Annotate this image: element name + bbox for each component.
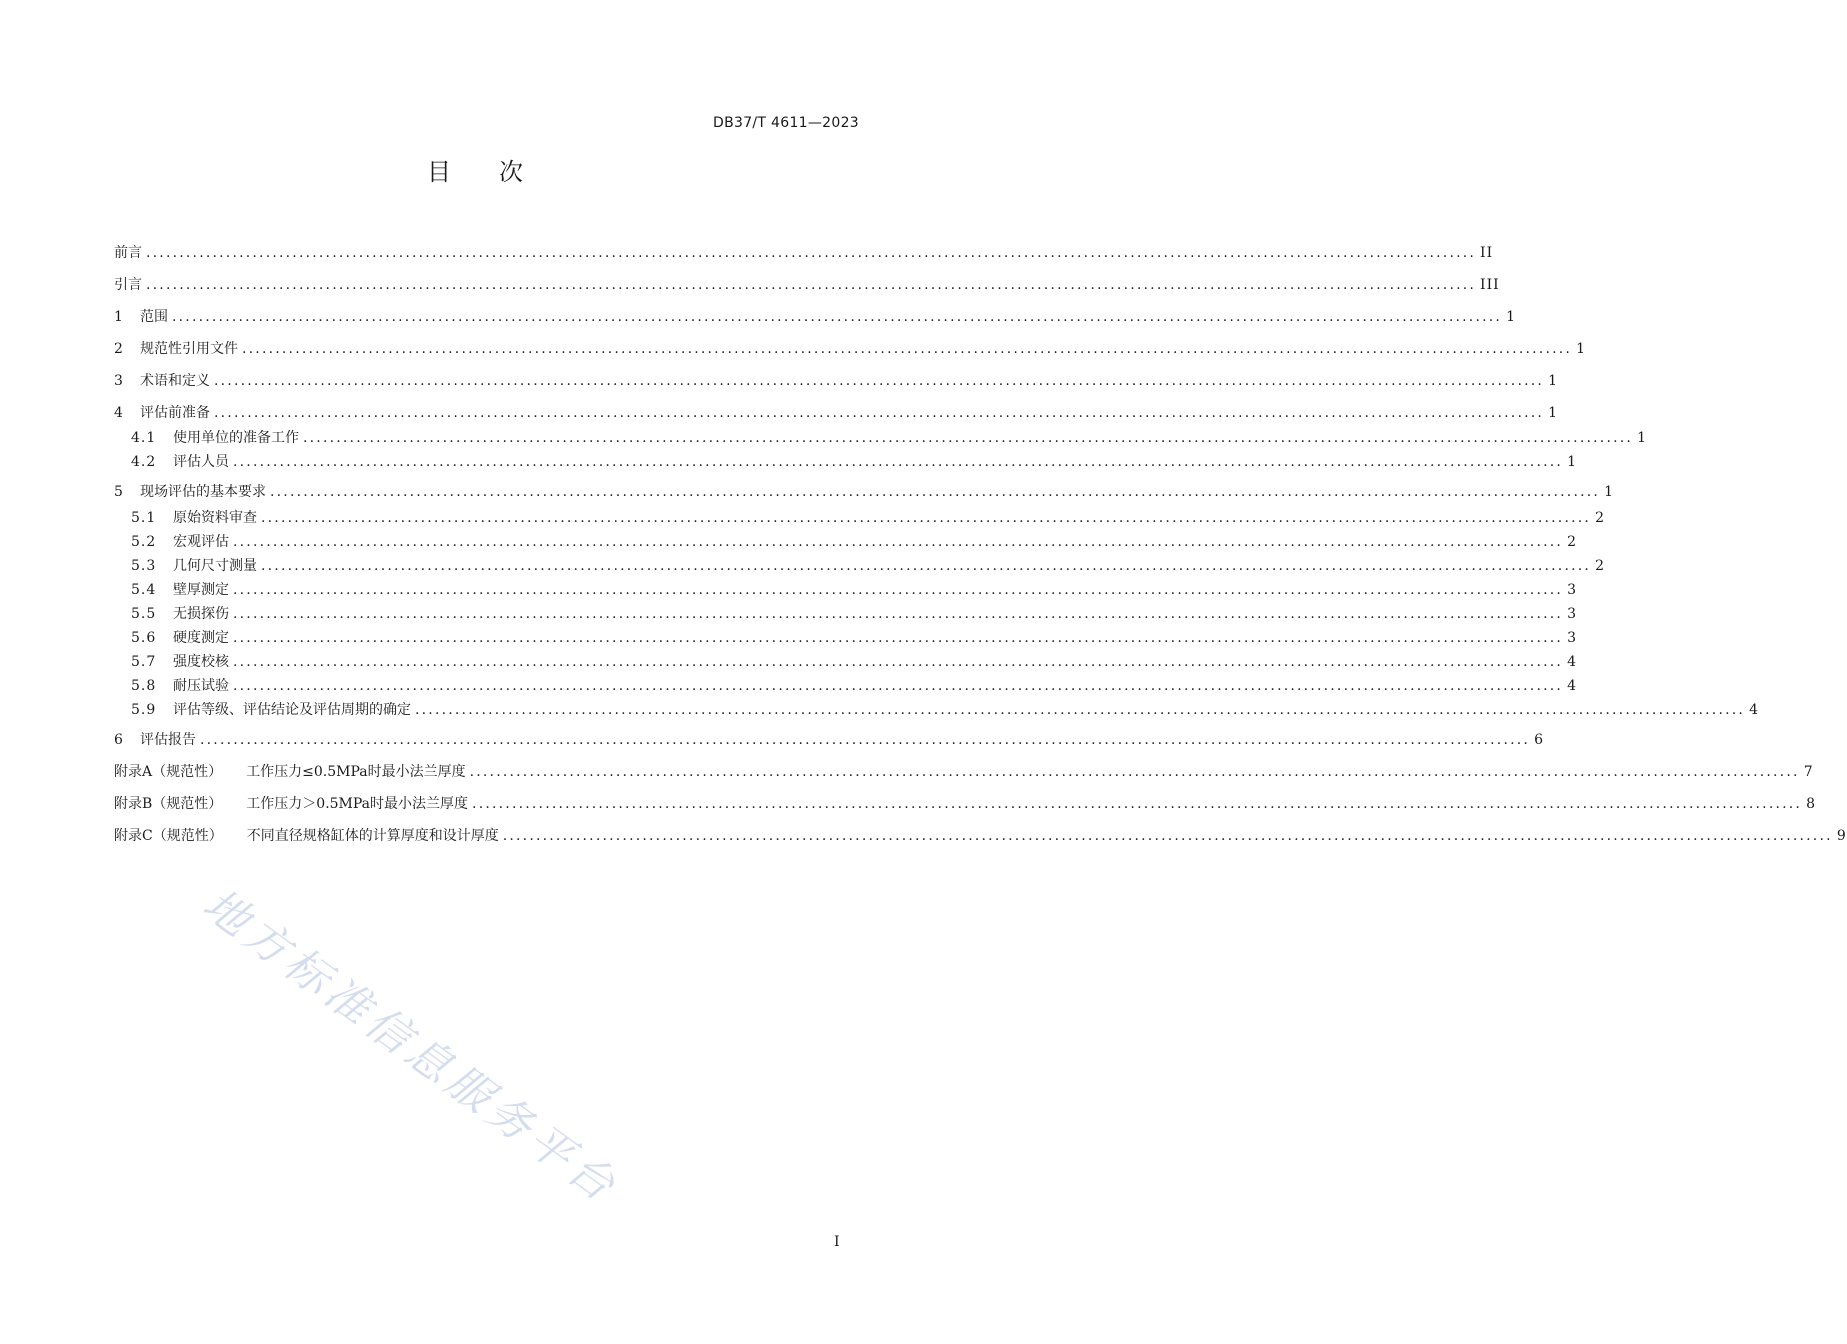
toc-leader-dots: ........................................................................................................................................................................................................ (469, 764, 1800, 780)
toc-entry-number: 5.3 (131, 558, 157, 574)
toc-entry[interactable] (114, 370, 1559, 392)
toc-leader-dots: ........................................................................................................................................................................................................ (303, 430, 1634, 446)
toc-entry-page: II (1480, 245, 1494, 261)
toc-entry-label: 评估等级、评估结论及评估周期的确定 (173, 702, 411, 718)
toc-entry[interactable] (114, 242, 1494, 264)
watermark: 地方标准信息服务平台 (193, 878, 629, 1215)
toc-entry[interactable] (114, 306, 1517, 328)
toc-entry-page: 1 (1576, 341, 1587, 357)
toc-entry-page: 2 (1595, 558, 1606, 574)
toc-entry[interactable] (114, 481, 1615, 503)
toc-entry-page: 1 (1548, 373, 1559, 389)
toc-entry-page: 2 (1567, 534, 1578, 550)
toc-leader-dots: ........................................................................................................................................................................................................ (214, 373, 1545, 389)
toc-entry[interactable] (114, 793, 1817, 815)
toc-leader-dots: ........................................................................................................................................................................................................ (146, 245, 1477, 261)
toc-entry[interactable] (114, 274, 1500, 296)
standard-code: DB37/T 4611—2023 (713, 115, 859, 131)
toc-entry[interactable] (131, 531, 1578, 553)
toc-entry-number: 4.2 (131, 454, 157, 470)
toc-entry-page: 3 (1567, 630, 1578, 646)
toc-entry-label: 不同直径规格缸体的计算厚度和设计厚度 (246, 828, 499, 844)
toc-entry-label: 现场评估的基本要求 (140, 484, 266, 500)
toc-entry-number: 2 (114, 341, 124, 357)
toc-entry-page: 6 (1534, 732, 1545, 748)
toc-entry-page: 3 (1567, 606, 1578, 622)
toc-entry-number: 5.2 (131, 534, 157, 550)
toc-entry-page: 7 (1803, 764, 1814, 780)
toc-entry-label: 硬度测定 (173, 630, 229, 646)
toc-entry-label: 壁厚测定 (173, 582, 229, 598)
toc-entry-number: 5 (114, 484, 124, 500)
toc-entry[interactable] (131, 699, 1760, 721)
toc-entry[interactable] (131, 627, 1578, 649)
toc-entry[interactable] (114, 825, 1847, 847)
toc-leader-dots: ........................................................................................................................................................................................................ (172, 309, 1503, 325)
toc-entry-label: 规范性引用文件 (140, 341, 238, 357)
toc-entry-number: 4.1 (131, 430, 157, 446)
toc-entry[interactable] (131, 507, 1606, 529)
toc-entry-label: 宏观评估 (173, 534, 229, 550)
toc-entry-page: 8 (1806, 796, 1817, 812)
toc-entry[interactable] (131, 427, 1648, 449)
toc-entry-label: 评估人员 (173, 454, 229, 470)
toc-entry[interactable] (114, 338, 1587, 360)
toc-entry-label: 引言 (114, 277, 142, 293)
toc-entry-number: 5.6 (131, 630, 157, 646)
toc-entry-label: 术语和定义 (140, 373, 210, 389)
toc-entry[interactable] (114, 402, 1559, 424)
toc-entry-page: 2 (1595, 510, 1606, 526)
toc-entry-number: 5.8 (131, 678, 157, 694)
toc-leader-dots: ........................................................................................................................................................................................................ (233, 582, 1564, 598)
toc-entry-number: 5.9 (131, 702, 157, 718)
toc-leader-dots: ........................................................................................................................................................................................................ (261, 558, 1592, 574)
toc-entry-label: 几何尺寸测量 (173, 558, 257, 574)
toc-entry-number: 5.5 (131, 606, 157, 622)
toc-entry-page: 1 (1548, 405, 1559, 421)
toc-entry-label: 使用单位的准备工作 (173, 430, 299, 446)
toc-entry-label: 前言 (114, 245, 142, 261)
toc-leader-dots: ........................................................................................................................................................................................................ (200, 732, 1531, 748)
toc-entry-number: 6 (114, 732, 124, 748)
toc-leader-dots: ........................................................................................................................................................................................................ (233, 534, 1564, 550)
toc-entry[interactable] (131, 451, 1578, 473)
toc-entry-number: 1 (114, 309, 124, 325)
toc-entry-label: 评估前准备 (140, 405, 210, 421)
toc-entry-number: 4 (114, 405, 124, 421)
toc-leader-dots: ........................................................................................................................................................................................................ (146, 277, 1477, 293)
toc-entry-number: 5.7 (131, 654, 157, 670)
toc-leader-dots: ........................................................................................................................................................................................................ (242, 341, 1573, 357)
page-title: 目次 (427, 158, 571, 186)
toc-entry-number: 附录B（规范性） (114, 796, 223, 812)
toc-entry-page: 3 (1567, 582, 1578, 598)
toc-entry-label: 评估报告 (140, 732, 196, 748)
toc-entry-label: 原始资料审查 (173, 510, 257, 526)
toc-leader-dots: ........................................................................................................................................................................................................ (415, 702, 1746, 718)
toc-leader-dots: ........................................................................................................................................................................................................ (233, 606, 1564, 622)
page-number: I (834, 1234, 840, 1250)
toc-leader-dots: ........................................................................................................................................................................................................ (502, 828, 1833, 844)
toc-entry-number: 附录A（规范性） (114, 764, 223, 780)
toc-entry-page: III (1480, 277, 1500, 293)
toc-entry[interactable] (131, 603, 1578, 625)
toc-entry-page: 9 (1836, 828, 1847, 844)
toc-entry[interactable] (114, 729, 1545, 751)
toc-entry[interactable] (131, 675, 1578, 697)
toc-entry[interactable] (114, 761, 1814, 783)
toc-entry-page: 1 (1506, 309, 1517, 325)
toc-entry[interactable] (131, 579, 1578, 601)
toc-entry-label: 工作压力＞0.5MPa时最小法兰厚度 (246, 796, 469, 812)
toc-leader-dots: ........................................................................................................................................................................................................ (261, 510, 1592, 526)
toc-entry-label: 工作压力≤0.5MPa时最小法兰厚度 (246, 764, 466, 780)
toc-entry-label: 耐压试验 (173, 678, 229, 694)
toc-entry[interactable] (131, 651, 1578, 673)
toc-leader-dots: ........................................................................................................................................................................................................ (233, 454, 1564, 470)
toc-leader-dots: ........................................................................................................................................................................................................ (472, 796, 1803, 812)
toc-entry-number: 附录C（规范性） (114, 828, 223, 844)
toc-entry-page: 4 (1567, 678, 1578, 694)
toc-entry-label: 范围 (140, 309, 168, 325)
toc-entry-page: 1 (1604, 484, 1615, 500)
toc-leader-dots: ........................................................................................................................................................................................................ (233, 678, 1564, 694)
toc-entry-label: 无损探伤 (173, 606, 229, 622)
toc-leader-dots: ........................................................................................................................................................................................................ (270, 484, 1601, 500)
toc-entry-page: 1 (1567, 454, 1578, 470)
toc-entry-number: 5.4 (131, 582, 157, 598)
toc-leader-dots: ........................................................................................................................................................................................................ (214, 405, 1545, 421)
toc-entry-number: 3 (114, 373, 124, 389)
toc-entry[interactable] (131, 555, 1606, 577)
toc-entry-label: 强度校核 (173, 654, 229, 670)
toc-leader-dots: ........................................................................................................................................................................................................ (233, 654, 1564, 670)
toc-entry-number: 5.1 (131, 510, 157, 526)
toc-entry-page: 1 (1637, 430, 1648, 446)
toc-leader-dots: ........................................................................................................................................................................................................ (233, 630, 1564, 646)
toc-entry-page: 4 (1567, 654, 1578, 670)
toc-entry-page: 4 (1749, 702, 1760, 718)
